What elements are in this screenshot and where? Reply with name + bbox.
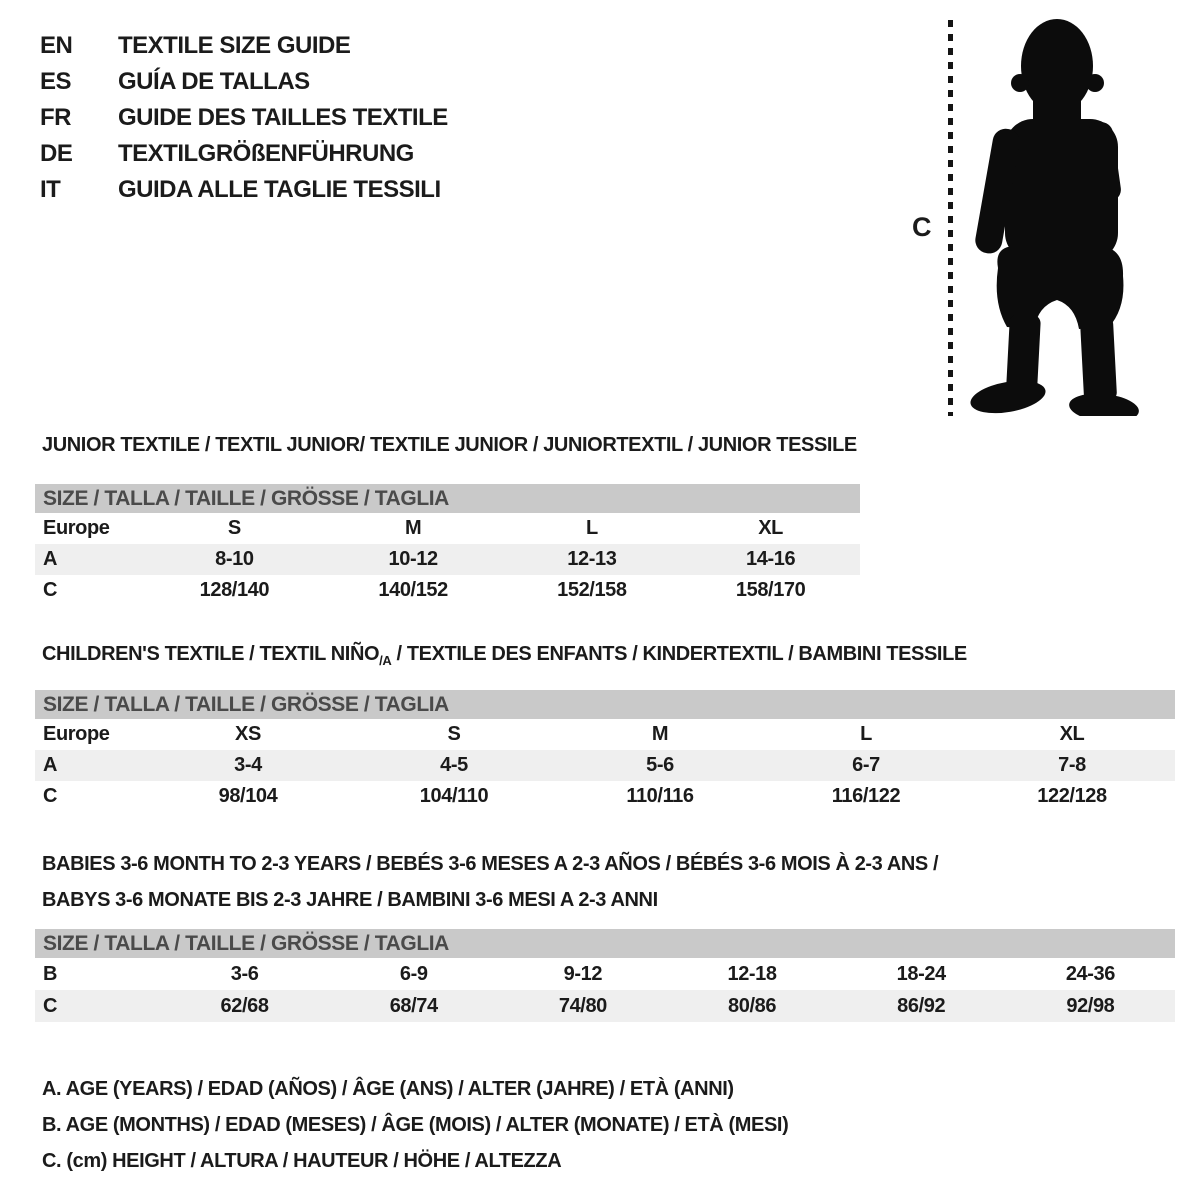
language-title: TEXTILGRÖßENFÜHRUNG <box>118 140 414 167</box>
row-label-cell: C <box>43 994 58 1017</box>
value-cell: 3-6 <box>230 962 259 985</box>
value-cell: 68/74 <box>389 994 438 1017</box>
value-cell: 140/152 <box>378 579 448 601</box>
size-cell: XL <box>758 517 783 539</box>
value-cell: 128/140 <box>199 579 270 601</box>
language-code: EN <box>40 32 73 59</box>
value-cell: 116/122 <box>831 785 901 807</box>
legend-line-a: A. AGE (YEARS) / EDAD (AÑOS) / ÂGE (ANS) / ALTER (JAHRE) / ETÀ (ANNI) <box>42 1078 734 1100</box>
junior-size-header-bar: SIZE / TALLA / TAILLE / GRÖSSE / TAGLIA <box>35 484 860 513</box>
toddler-silhouette-icon <box>968 16 1140 416</box>
value-cell: 92/98 <box>1066 994 1115 1017</box>
children-title-text: CHILDREN'S TEXTILE / TEXTIL NIÑO <box>42 643 380 665</box>
size-cell: S <box>447 723 461 745</box>
row-label-cell: C <box>43 785 58 807</box>
babies-size-table <box>35 958 1175 1022</box>
row-label-cell: A <box>43 548 58 570</box>
value-cell: 12-13 <box>567 548 617 570</box>
language-list <box>40 28 448 208</box>
value-cell: 4-5 <box>440 754 468 776</box>
table-row-a <box>35 544 860 575</box>
row-label-cell: A <box>43 754 58 776</box>
babies-size-header-bar: SIZE / TALLA / TAILLE / GRÖSSE / TAGLIA <box>35 929 1175 958</box>
table-row-c <box>35 575 860 606</box>
value-cell: 98/104 <box>218 785 278 807</box>
junior-size-table-block <box>35 484 860 606</box>
value-cell: 8-10 <box>215 548 254 570</box>
height-measure-line <box>948 20 953 416</box>
children-size-header-bar: SIZE / TALLA / TAILLE / GRÖSSE / TAGLIA <box>35 690 1175 719</box>
value-cell: 80/86 <box>728 994 777 1017</box>
children-title-text: / TEXTILE DES ENFANTS / KINDERTEXTIL / BAMBINI TESSILE <box>391 643 967 665</box>
language-code: FR <box>40 104 71 131</box>
height-label: C <box>912 212 932 242</box>
value-cell: 24-36 <box>1065 962 1115 985</box>
children-title-subscript: /A <box>379 653 392 668</box>
language-title: GUIDE DES TAILLES TEXTILE <box>118 104 448 131</box>
size-cell: L <box>585 517 598 539</box>
language-row <box>40 136 448 172</box>
table-header-row <box>35 513 860 544</box>
value-cell: 14-16 <box>746 548 796 570</box>
size-cell: M <box>651 723 669 745</box>
table-row-b <box>35 958 1175 990</box>
language-title: GUIDA ALLE TAGLIE TESSILI <box>118 176 441 203</box>
language-title: GUÍA DE TALLAS <box>118 68 310 95</box>
value-cell: 6-7 <box>852 754 880 776</box>
value-cell: 6-9 <box>399 962 428 985</box>
children-size-table-block <box>35 690 1175 812</box>
value-cell: 9-12 <box>563 962 603 985</box>
language-row <box>40 28 448 64</box>
junior-size-table <box>35 513 860 606</box>
table-header-row <box>35 719 1175 750</box>
size-cell: XL <box>1059 723 1085 745</box>
language-row <box>40 172 448 208</box>
row-label-cell: C <box>43 579 58 601</box>
value-cell: 104/110 <box>419 785 489 807</box>
junior-section-title: JUNIOR TEXTILE / TEXTIL JUNIOR/ TEXTILE JUNIOR / JUNIORTEXTIL / JUNIOR TESSILE <box>42 434 857 456</box>
language-title: TEXTILE SIZE GUIDE <box>118 32 351 59</box>
value-cell: 110/116 <box>626 785 694 807</box>
value-cell: 12-18 <box>727 962 777 985</box>
language-row <box>40 64 448 100</box>
value-cell: 18-24 <box>896 962 946 985</box>
children-section-title <box>42 643 967 668</box>
legend-line-b: B. AGE (MONTHS) / EDAD (MESES) / ÂGE (MOIS) / ALTER (MONATE) / ETÀ (MESI) <box>42 1114 789 1136</box>
babies-section-title <box>42 846 938 918</box>
size-cell: L <box>860 723 872 745</box>
babies-title-line2: BABYS 3-6 MONATE BIS 2-3 JAHRE / BAMBINI 3-6 MESI A 2-3 ANNI <box>42 889 658 911</box>
babies-size-table-block <box>35 929 1175 1022</box>
children-size-table <box>35 719 1175 812</box>
table-row-a <box>35 750 1175 781</box>
region-label-cell: Europe <box>43 723 110 745</box>
language-code: IT <box>40 176 61 203</box>
table-row-c <box>35 990 1175 1022</box>
value-cell: 7-8 <box>1058 754 1086 776</box>
row-label-cell: B <box>43 962 58 985</box>
value-cell: 152/158 <box>557 579 627 601</box>
value-cell: 86/92 <box>897 994 946 1017</box>
size-cell: XS <box>235 723 261 745</box>
value-cell: 74/80 <box>558 994 607 1017</box>
value-cell: 62/68 <box>220 994 269 1017</box>
table-row-c <box>35 781 1175 812</box>
language-code: ES <box>40 68 72 95</box>
value-cell: 3-4 <box>234 754 262 776</box>
region-label-cell: Europe <box>43 517 110 539</box>
babies-title-line1: BABIES 3-6 MONTH TO 2-3 YEARS / BEBÉS 3-6 MESES A 2-3 AÑOS / BÉBÉS 3-6 MOIS À 2-3 ANS / <box>42 853 939 875</box>
value-cell: 158/170 <box>735 579 806 601</box>
size-cell: M <box>404 517 422 539</box>
legend-line-c: C. (cm) HEIGHT / ALTURA / HAUTEUR / HÖHE / ALTEZZA <box>42 1150 562 1172</box>
legend <box>42 1071 788 1179</box>
language-code: DE <box>40 140 73 167</box>
language-row <box>40 100 448 136</box>
value-cell: 5-6 <box>646 754 674 776</box>
value-cell: 10-12 <box>388 548 438 570</box>
size-cell: S <box>227 517 241 539</box>
value-cell: 122/128 <box>1037 785 1107 807</box>
